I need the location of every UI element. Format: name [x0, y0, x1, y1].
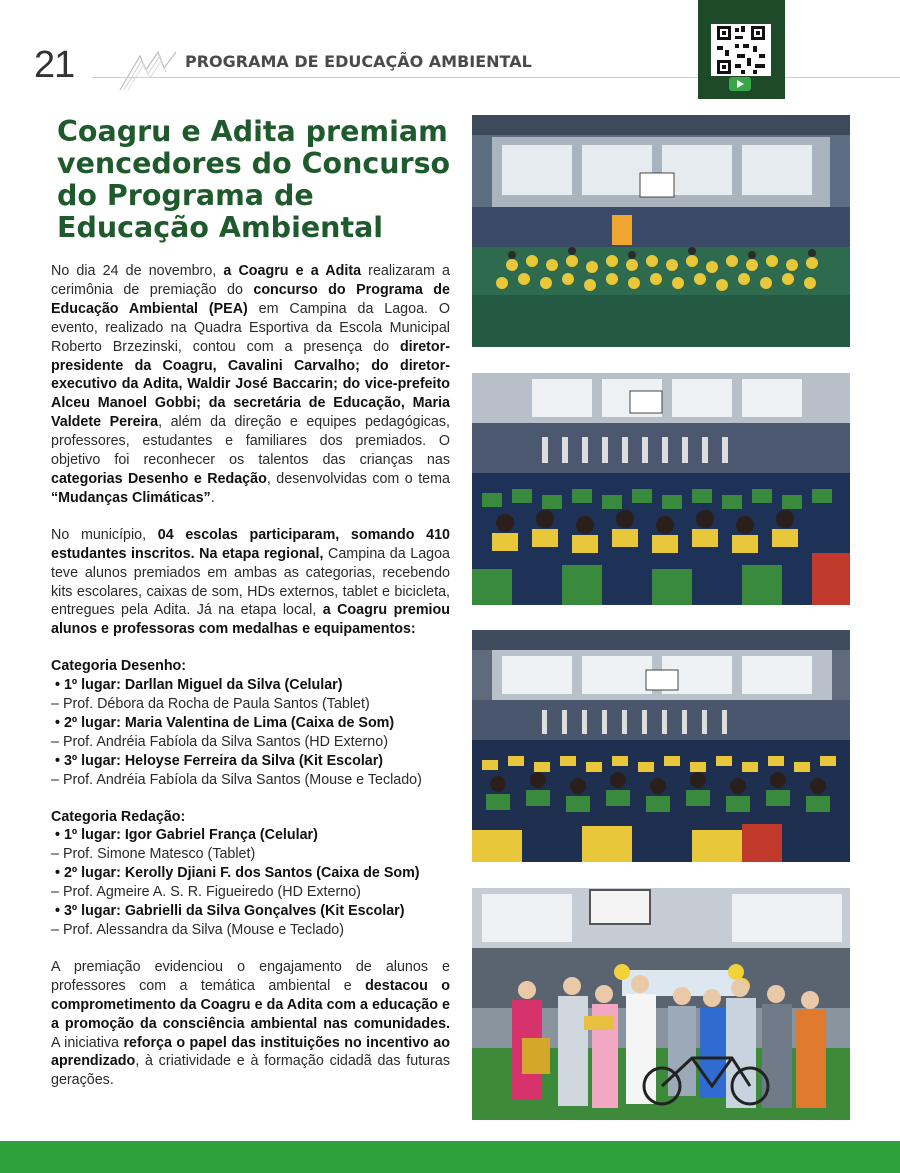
prize-winner: • 1º lugar: Darllan Miguel da Silva (Celular) [51, 676, 450, 695]
footer-bar [0, 1141, 900, 1173]
text-run: . [210, 489, 215, 506]
category-redacao [51, 808, 450, 940]
prize-teacher: – Prof. Agmeire A. S. R. Figueiredo (HD Externo) [51, 883, 450, 902]
prize-teacher: – Prof. Alessandra da Silva (Mouse e Teclado) [51, 921, 450, 940]
prize-winner: • 2º lugar: Maria Valentina de Lima (Caixa de Som) [51, 714, 450, 733]
prize-winner: • 1º lugar: Igor Gabriel França (Celular) [51, 826, 450, 845]
category-title: Categoria Redação: [51, 808, 186, 825]
category-desenho [51, 657, 450, 789]
text-run: No dia 24 de novembro, [51, 263, 224, 279]
photo-award-group [472, 888, 850, 1120]
text-run: em Campina da Lagoa. O evento, realizado na Quadra Esportiva da Escola Municipal Roberto Brzezinski, contou com a presença do [51, 300, 450, 355]
photo-audience-wide [472, 630, 850, 862]
photo-group-seated-gym [472, 115, 850, 347]
paragraph-intro [51, 262, 450, 508]
prize-teacher: – Prof. Simone Matesco (Tablet) [51, 845, 450, 864]
bold-text-run: “Mudanças Climáticas” [51, 489, 211, 506]
bold-text-run: reforça o papel das instituições no incentivo ao aprendizado [51, 1034, 450, 1070]
prize-teacher: – Prof. Andréia Fabíola da Silva Santos (Mouse e Teclado) [51, 771, 450, 790]
prize-teacher: – Prof. Débora da Rocha de Paula Santos (Tablet) [51, 695, 450, 714]
page-number: 21 [34, 44, 75, 86]
prize-winner: • 3º lugar: Heloyse Ferreira da Silva (Kit Escolar) [51, 752, 450, 771]
bold-text-run: concurso do Programa de Educação Ambiental (PEA) [51, 281, 450, 317]
text-run: , além da direção e equipes pedagógicas, professores, estudantes e familiares dos premiados. O objetivo foi reconhecer os talentos das crianças nas [51, 414, 450, 469]
photo-audience-ceremony [472, 373, 850, 605]
paragraph-participation [51, 526, 450, 639]
section-title: PROGRAMA DE EDUCAÇÃO AMBIENTAL [185, 52, 532, 71]
text-run: No município, [51, 526, 158, 543]
bold-text-run: categorias Desenho e Redação [51, 470, 267, 487]
qr-code-icon [711, 24, 771, 76]
article-body [51, 262, 450, 1090]
category-title: Categoria Desenho: [51, 658, 187, 675]
bold-text-run: a Coagru e a Adita [223, 263, 362, 279]
text-run: Campina da Lagoa teve alunos premiados em ambas as categorias, recebendo kits escolares, caixas de som, HDs externos, tablet e bicicleta, entregues pela Adita. Já na etapa local, [51, 545, 451, 619]
logo-lines-icon [118, 48, 178, 92]
text-run: , à criatividade e à formação cidadã das futuras gerações. [51, 1053, 450, 1089]
text-run: A premiação evidenciou o engajamento de alunos e professores com a temática ambiental e [51, 958, 450, 994]
text-run: realizaram a cerimônia de premiação do [51, 263, 451, 298]
bold-text-run: a Coagru premiou alunos e professoras com medalhas e equipamentos: [51, 602, 450, 638]
text-run: A iniciativa [51, 1034, 124, 1051]
bold-text-run: diretor-presidente da Coagru, Cavalini Carvalho; do diretor-executivo da Adita, Waldir José Baccarin; do vice-prefeito Alceu Manoel Gobbi; da secretária de Educação, Maria Valdete Pereira [51, 338, 450, 431]
prize-teacher: – Prof. Andréia Fabíola da Silva Santos (HD Externo) [51, 733, 450, 752]
prize-winner: • 2º lugar: Kerolly Djiani F. dos Santos (Caixa de Som) [51, 864, 450, 883]
article-headline: Coagru e Adita premiam vencedores do Concurso do Programa de Educação Ambiental [57, 115, 451, 244]
qr-code-panel[interactable] [698, 0, 785, 99]
youtube-play-icon[interactable] [729, 77, 751, 91]
bold-text-run: 04 escolas participaram, somando 410 estudantes inscritos. Na etapa regional, [51, 526, 450, 562]
paragraph-conclusion [51, 958, 450, 1090]
bold-text-run: destacou o comprometimento da Coagru e da Adita com a educação e a promoção da consciência ambiental nas comunidades. [51, 977, 450, 1032]
text-run: , desenvolvidas com o tema [266, 470, 450, 487]
prize-winner: • 3º lugar: Gabrielli da Silva Gonçalves (Kit Escolar) [51, 902, 450, 921]
